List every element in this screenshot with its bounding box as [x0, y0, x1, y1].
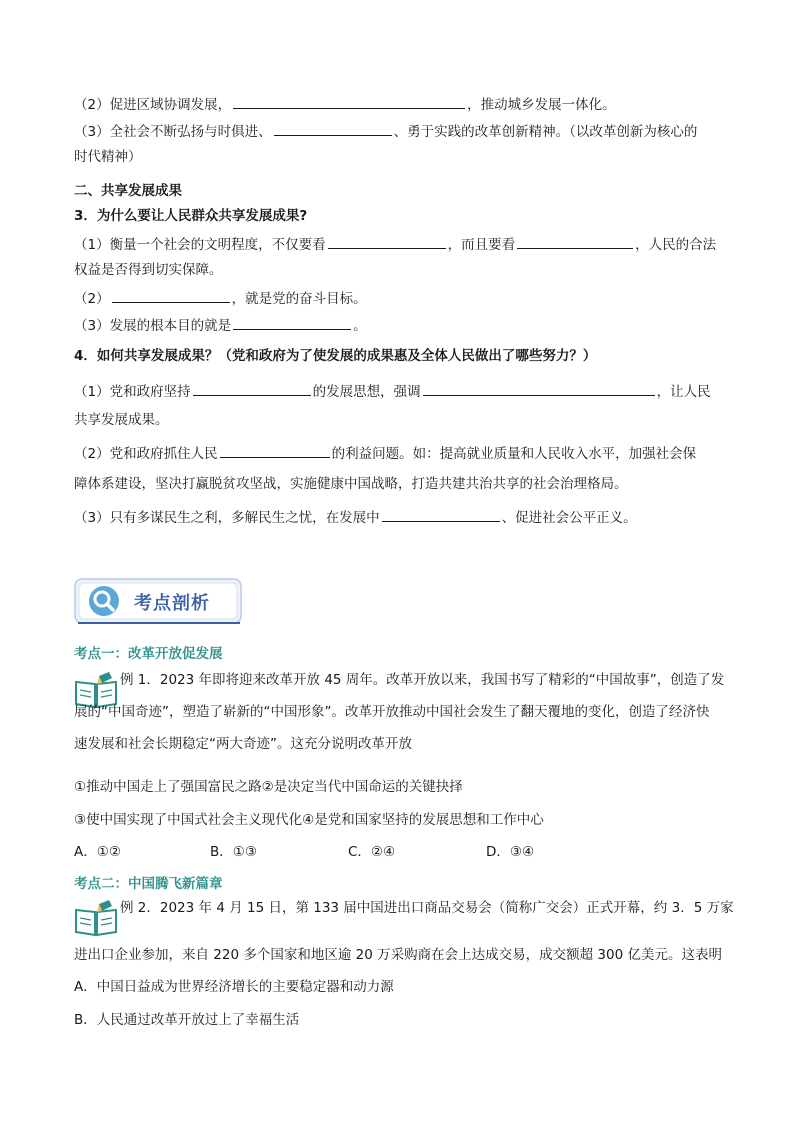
- q4-item-2: [74, 442, 724, 464]
- answer-blank: [233, 314, 351, 330]
- q3-item-3: [74, 314, 724, 336]
- text: ，让人民: [656, 384, 711, 400]
- q4-item-3: [74, 506, 724, 528]
- example-2-line-1: 例 2．2023 年 4 月 15 日，第 133 届中国进出口商品交易会（简称广交会）正式开幕，约 3．5 万家: [120, 900, 734, 916]
- text: 、促进社会公平正义。: [501, 510, 637, 526]
- q3-item-2: [74, 287, 724, 309]
- example-2-option-b: B．人民通过改革开放过上了幸福生活: [74, 1012, 300, 1028]
- q4-item-1: [74, 380, 724, 402]
- text: （2）: [74, 291, 110, 307]
- text: ，人民的合法: [635, 237, 717, 253]
- example-1-line-3: 速发展和社会长期稳定“两大奇迹”。这充分说明改革开放: [74, 736, 412, 752]
- answer-blank: [233, 93, 465, 109]
- choice-d: D．③④: [486, 844, 535, 860]
- answer-blank: [423, 380, 655, 396]
- choice-a: A．①②: [74, 844, 121, 860]
- answer-blank: [517, 233, 633, 249]
- text: 的发展思想，强调: [312, 384, 421, 400]
- text: （1）党和政府坚持: [74, 384, 191, 400]
- text: ，就是党的奋斗目标。: [231, 291, 367, 307]
- item-3-cont: [74, 147, 724, 167]
- example-2-option-a: A．中国日益成为世界经济增长的主要稳定器和动力源: [74, 979, 394, 995]
- text: ，推动城乡发展一体化。: [467, 97, 616, 113]
- item-3: [74, 120, 724, 142]
- point-1-label: 考点一：改革开放促发展: [74, 646, 223, 662]
- q3-item-1-cont: 权益是否得到切实保障。: [74, 262, 223, 278]
- text: 的利益问题。如：提高就业质量和人民收入水平，加强社会保: [331, 446, 697, 462]
- text: （3）全社会不断弘扬与时俱进、: [74, 124, 272, 140]
- magnifier-icon: [89, 586, 119, 616]
- choice-c: C．②④: [348, 844, 396, 860]
- question-3-title: 3．为什么要让人民群众共享发展成果?: [74, 208, 308, 224]
- text: 、勇于实践的改革创新精神。（以改革创新为核心的: [393, 124, 698, 140]
- text: （2）促进区域协调发展，: [74, 97, 232, 113]
- text: 。: [353, 318, 367, 334]
- text: （1）衡量一个社会的文明程度，不仅要看: [74, 237, 326, 253]
- example-1-options-2: ③使中国实现了中国式社会主义现代化④是党和国家坚持的发展思想和工作中心: [74, 812, 544, 828]
- q4-item-2-cont: 障体系建设，坚决打赢脱贫攻坚战，实施健康中国战略，打造共建共治共享的社会治理格局。: [74, 476, 628, 492]
- text: （2）党和政府抓住人民: [74, 446, 218, 462]
- answer-blank: [220, 442, 330, 458]
- text: （3）只有多谋民生之利，多解民生之忧，在发展中: [74, 510, 380, 526]
- section-banner: [74, 576, 244, 626]
- point-2-label: 考点二：中国腾飞新篇章: [74, 876, 223, 892]
- question-4-title: 4．如何共享发展成果？（党和政府为了使发展的成果惠及全体人民做出了哪些努力？）: [74, 348, 597, 364]
- example-1-line-1: 例 1．2023 年即将迎来改革开放 45 周年。改革开放以来，我国书写了精彩的“中国故事”，创造了发: [120, 672, 725, 688]
- example-1-options-1: ①推动中国走上了强国富民之路②是决定当代中国命运的关键抉择: [74, 779, 463, 795]
- answer-blank: [382, 506, 500, 522]
- book-pencil-icon: [74, 898, 118, 936]
- text: ，而且要看: [447, 237, 516, 253]
- section-heading: 二、共享发展成果: [74, 183, 182, 199]
- q4-item-1-cont: 共享发展成果。: [74, 412, 169, 428]
- answer-blank: [112, 287, 230, 303]
- example-1-line-2: 展的“中国奇迹”，塑造了崭新的“中国形象”。改革开放推动中国社会发生了翻天覆地的变化，创造了经济快: [74, 704, 710, 720]
- text: （3）发展的根本目的就是: [74, 318, 232, 334]
- item-2: [74, 93, 724, 115]
- answer-blank: [274, 120, 392, 136]
- q3-item-1: [74, 233, 724, 255]
- choice-b: B．①③: [210, 844, 257, 860]
- text: 时代精神）: [74, 149, 142, 165]
- answer-blank: [193, 380, 311, 396]
- example-2-line-2: 进出口企业参加，来自 220 多个国家和地区逾 20 万采购商在会上达成交易，成交额超 300 亿美元。这表明: [74, 947, 722, 963]
- banner-title: 考点剖析: [134, 593, 210, 614]
- answer-blank: [328, 233, 446, 249]
